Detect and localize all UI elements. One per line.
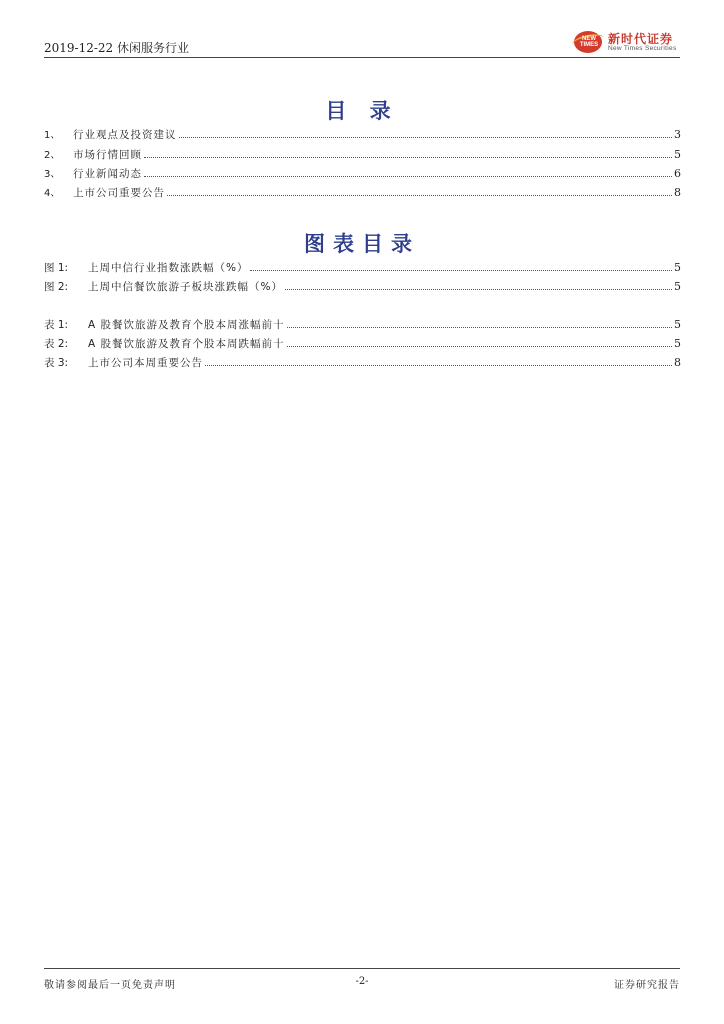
dot-leader — [250, 270, 672, 271]
table-entry-page: 5 — [674, 337, 681, 350]
toc-entry[interactable] — [44, 146, 680, 162]
toc-entry-number: 3、 — [44, 169, 61, 180]
table-entry-page: 8 — [674, 356, 681, 369]
page-number: -2- — [355, 976, 369, 987]
toc-entry-number: 1、 — [44, 130, 61, 141]
table-entry-label: 上市公司本周重要公告 — [88, 357, 203, 369]
dot-leader — [285, 289, 672, 290]
table-entry-page: 5 — [674, 318, 681, 331]
toc-entry-label: 行业新闻动态 — [73, 168, 142, 180]
toc-title: 目 录 — [325, 99, 399, 123]
logo-name-en: New Times Securities — [608, 45, 677, 52]
table-entry-prefix: 表 3: — [44, 357, 69, 369]
table-entry[interactable] — [44, 317, 680, 333]
toc-entry[interactable] — [44, 184, 680, 200]
dot-leader — [287, 346, 672, 347]
table-entry-label: A 股餐饮旅游及教育个股本周跌幅前十 — [88, 338, 285, 350]
footer-report-type: 证券研究报告 — [614, 980, 680, 991]
toc-entry-label: 市场行情回顾 — [73, 149, 142, 161]
figure-entry-label: 上周中信行业指数涨跌幅（%） — [88, 262, 249, 274]
table-entry-label: A 股餐饮旅游及教育个股本周涨幅前十 — [88, 319, 285, 331]
figure-entry-prefix: 图 1: — [44, 262, 69, 274]
footer-disclaimer: 敬请参阅最后一页免责声明 — [44, 980, 176, 991]
figure-entry[interactable] — [44, 279, 680, 295]
toc-entry[interactable] — [44, 165, 680, 181]
toc-entry-label: 上市公司重要公告 — [73, 187, 165, 199]
dot-leader — [205, 365, 672, 366]
dot-leader — [179, 137, 673, 138]
figure-entry-prefix: 图 2: — [44, 281, 69, 293]
figure-entry-page: 5 — [674, 280, 681, 293]
header-date-industry: 2019-12-22 休闲服务行业 — [44, 41, 190, 55]
figures-toc-title: 图表目录 — [304, 232, 420, 256]
toc-entry-number: 4、 — [44, 188, 61, 199]
dot-leader — [144, 176, 672, 177]
toc-entry[interactable] — [44, 126, 680, 142]
page-footer — [44, 968, 680, 990]
toc-entry-page: 8 — [674, 186, 681, 199]
toc-entry-number: 2、 — [44, 150, 61, 161]
company-logo — [570, 28, 680, 56]
dot-leader — [167, 195, 672, 196]
table-entry[interactable] — [44, 355, 680, 371]
table-entry-prefix: 表 2: — [44, 338, 69, 350]
footer-divider — [44, 968, 680, 969]
dot-leader — [144, 157, 672, 158]
logo-mark: NEW TIMES — [579, 36, 599, 48]
table-entry-prefix: 表 1: — [44, 319, 69, 331]
toc-entry-page: 3 — [674, 128, 681, 141]
figure-entry[interactable] — [44, 260, 680, 276]
table-entry[interactable] — [44, 336, 680, 352]
dot-leader — [287, 327, 672, 328]
toc-entry-page: 6 — [674, 167, 681, 180]
figure-entry-label: 上周中信餐饮旅游子板块涨跌幅（%） — [88, 281, 283, 293]
logo-name-cn: 新时代证券 — [608, 32, 674, 46]
toc-entry-page: 5 — [674, 148, 681, 161]
header-divider — [44, 57, 680, 58]
toc-entry-label: 行业观点及投资建议 — [73, 129, 177, 141]
figure-entry-page: 5 — [674, 261, 681, 274]
page-header — [44, 28, 680, 58]
